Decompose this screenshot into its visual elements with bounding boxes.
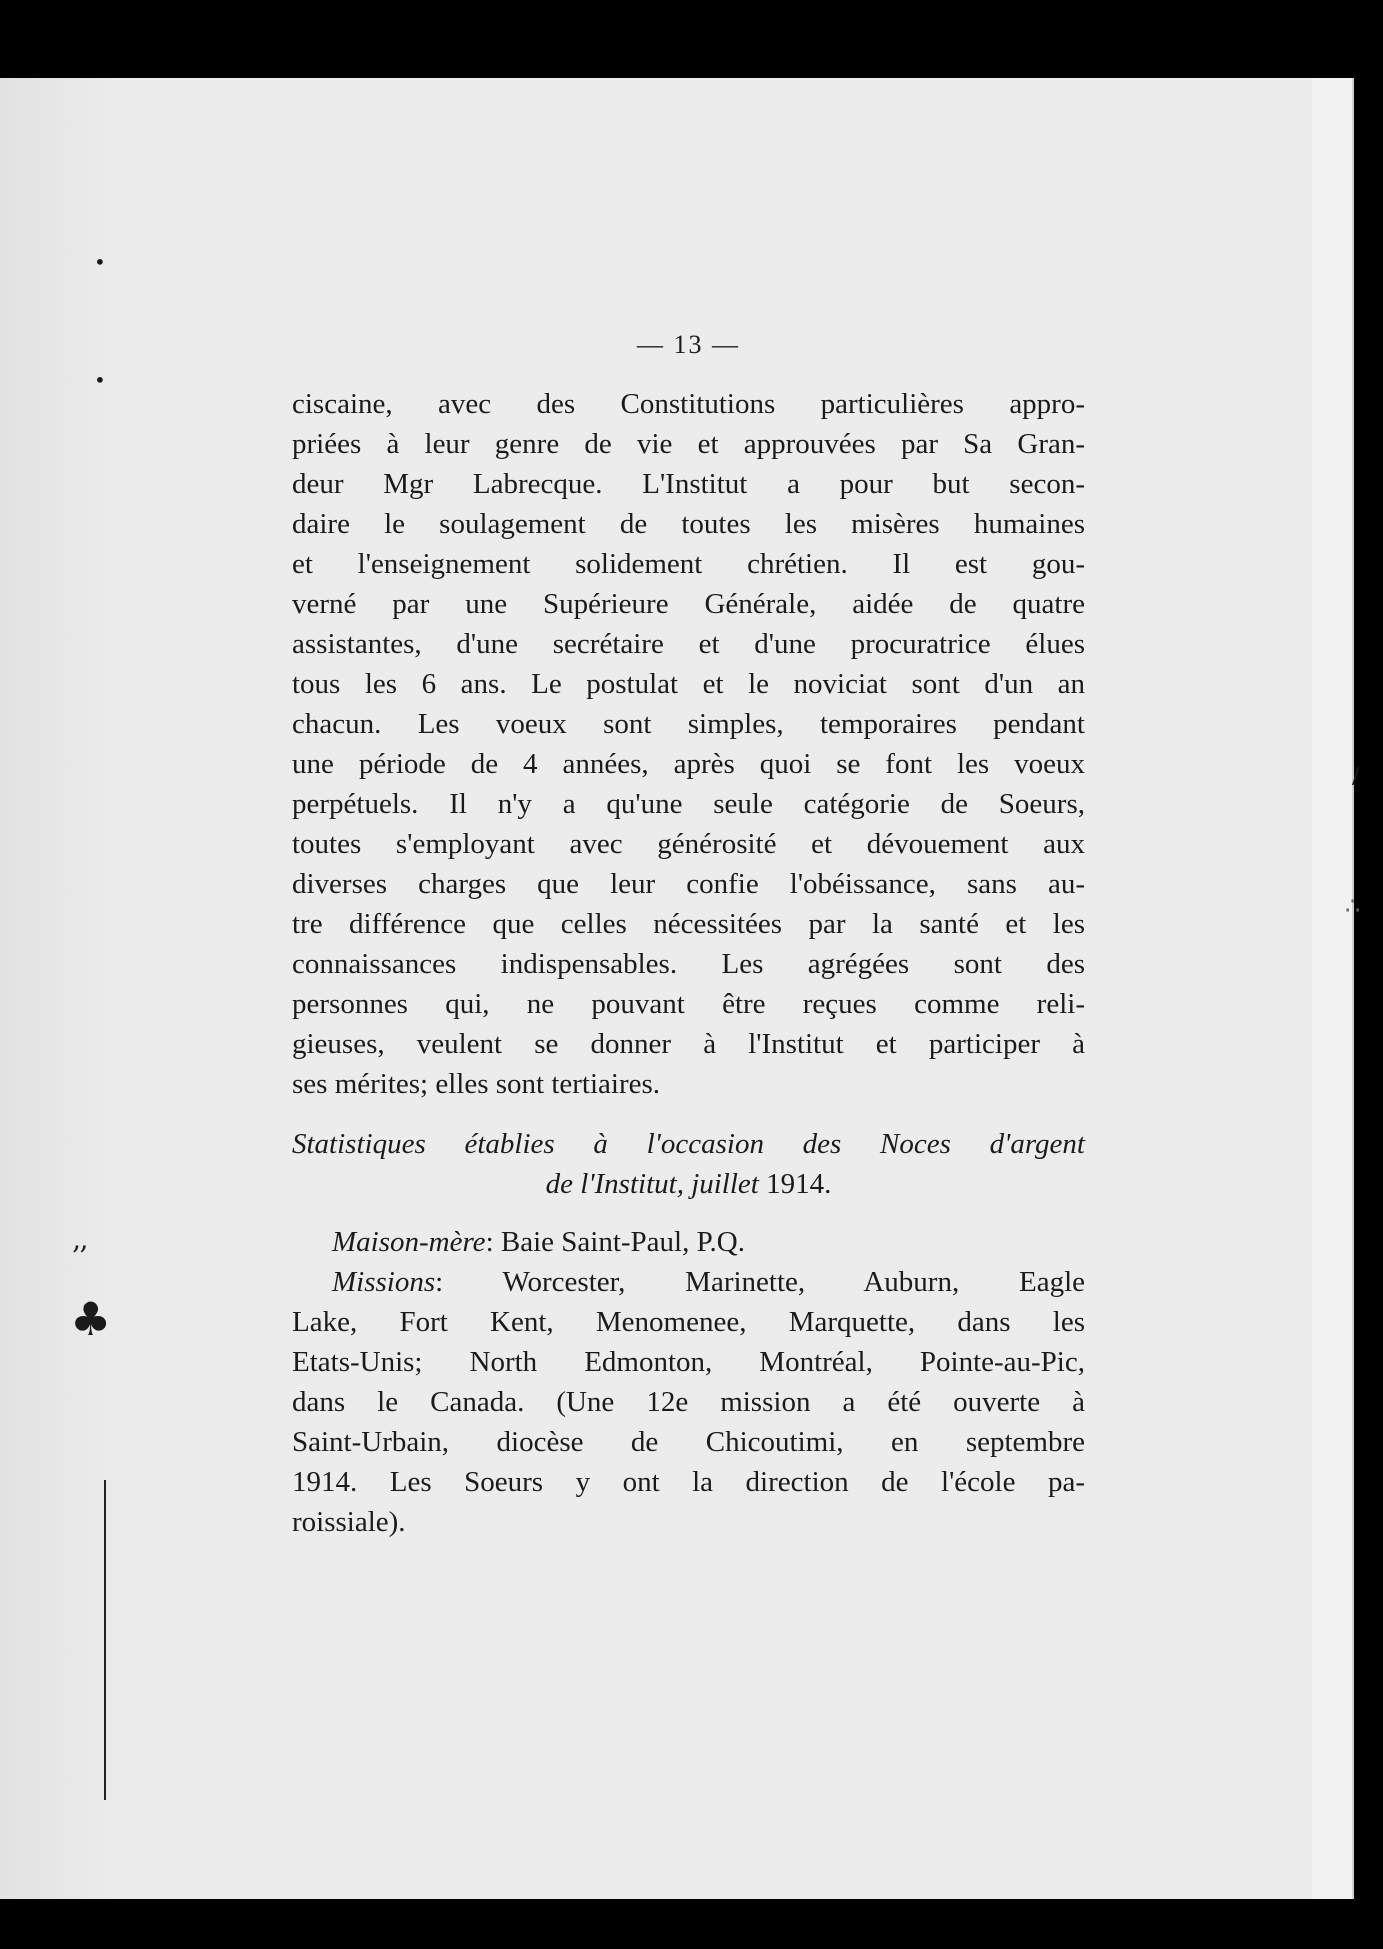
missions-entry: [292, 1262, 1085, 1542]
text-line: personnes qui, ne pouvant être reçues comme reli-: [292, 988, 1085, 1020]
page-number: — 13 —: [637, 330, 740, 359]
text-line: connaissances indispensables. Les agrégées sont des: [292, 948, 1085, 980]
text-line: gieuses, veulent se donner à l'Institut et participer à: [292, 1028, 1085, 1060]
text-line: [292, 1222, 1085, 1262]
text-line: 1914. Les Soeurs y ont la direction de l'école pa-: [292, 1466, 1085, 1498]
text-line: Saint-Urbain, diocèse de Chicoutimi, en septembre: [292, 1426, 1085, 1458]
text-line: ciscaine, avec des Constitutions particulières appro-: [292, 388, 1085, 420]
maison-mere-value: : Baie Saint-Paul, P.Q.: [485, 1226, 745, 1258]
text-line: assistantes, d'une secrétaire et d'une procuratrice élues: [292, 628, 1085, 660]
margin-mark-smudge: ՚՚: [72, 1240, 87, 1273]
margin-mark-dot: •: [94, 368, 106, 392]
statistics-heading: [292, 1124, 1085, 1204]
heading-line: Statistiques établies à l'occasion des Noces d'argent: [292, 1128, 1085, 1160]
text-line: [292, 1262, 1085, 1302]
text-line: dans le Canada. (Une 12e mission a été ouverte à: [292, 1386, 1085, 1418]
text-line: perpétuels. Il n'y a qu'une seule catégorie de Soeurs,: [292, 788, 1085, 820]
text-line: deur Mgr Labrecque. L'Institut a pour but secon-: [292, 468, 1085, 500]
text-line: Lake, Fort Kent, Menomenee, Marquette, dans les: [292, 1306, 1085, 1338]
text-line: une période de 4 années, après quoi se font les voeux: [292, 748, 1085, 780]
maison-mere-label: Maison-mère: [332, 1226, 486, 1258]
margin-mark-smudge: ♣: [70, 1292, 112, 1346]
maison-mere-entry: [292, 1222, 1085, 1262]
text-line: ses mérites; elles sont tertiaires.: [292, 1068, 661, 1100]
page-right-edge: [1312, 78, 1352, 1899]
missions-first-line: : Worcester, Marinette, Auburn, Eagle: [435, 1266, 1085, 1298]
text-line: toutes s'employant avec générosité et dévouement aux: [292, 828, 1085, 860]
heading-year: 1914.: [766, 1168, 832, 1200]
text-line: tous les 6 ans. Le postulat et le noviciat sont d'un an: [292, 668, 1085, 700]
heading-line: [292, 1164, 1085, 1204]
text-line: daire le soulagement de toutes les misères humaines: [292, 508, 1085, 540]
missions-label: Missions: [332, 1266, 436, 1298]
margin-mark-dot: •: [94, 250, 106, 274]
text-line: Etats-Unis; North Edmonton, Montréal, Pointe-au-Pic,: [292, 1346, 1085, 1378]
text-line: diverses charges que leur confie l'obéissance, sans au-: [292, 868, 1085, 900]
binding-line: [104, 1480, 106, 1800]
margin-mark-smudge: ∴: [1345, 892, 1361, 920]
text-line: chacun. Les voeux sont simples, temporaires pendant: [292, 708, 1085, 740]
text-block: [292, 330, 1085, 1542]
margin-mark-tick: /: [1352, 764, 1360, 789]
text-line: verné par une Supérieure Générale, aidée de quatre: [292, 588, 1085, 620]
text-line: et l'enseignement solidement chrétien. Il est gou-: [292, 548, 1085, 580]
heading-italic-part: de l'Institut, juillet: [545, 1168, 759, 1200]
text-line: roissiale).: [292, 1506, 406, 1538]
text-line: tre différence que celles nécessitées par la santé et les: [292, 908, 1085, 940]
text-line: priées à leur genre de vie et approuvées par Sa Gran-: [292, 428, 1085, 460]
paragraph-constitutions: [292, 384, 1085, 1104]
page-left-shadow: [0, 78, 120, 1899]
